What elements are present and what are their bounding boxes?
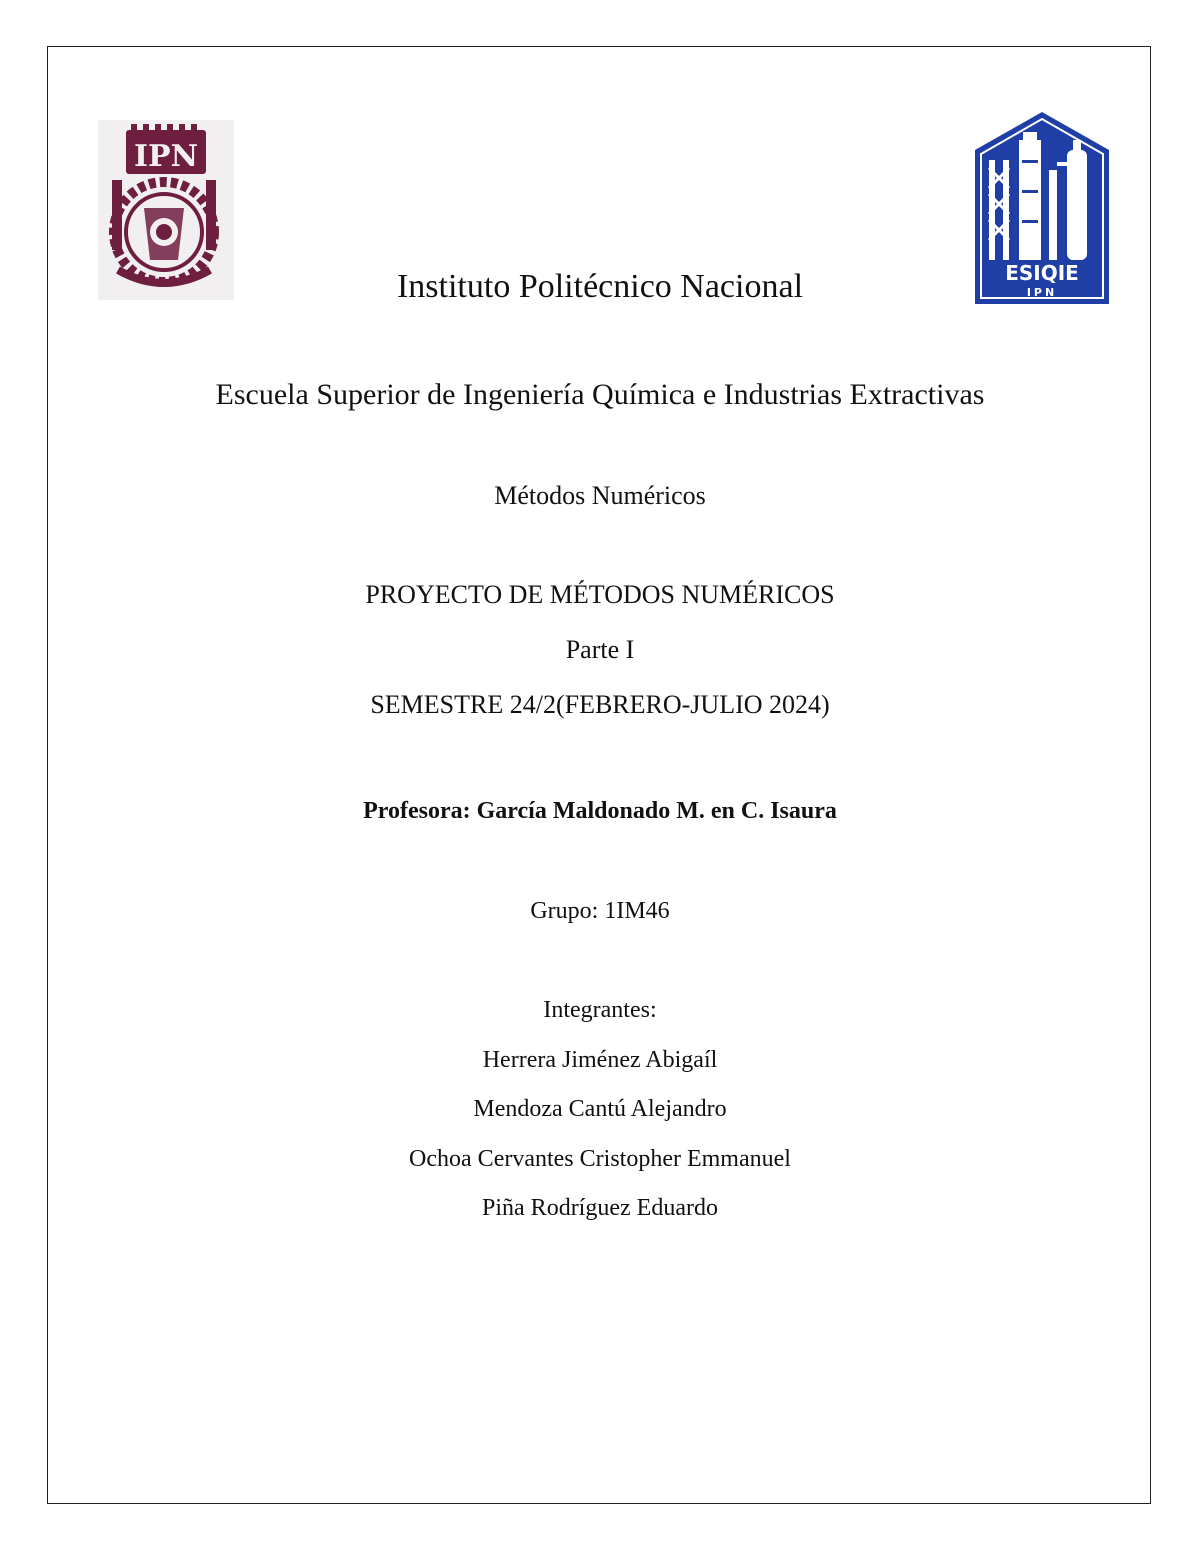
member-name: Mendoza Cantú Alejandro [473, 1096, 727, 1122]
project-title: PROYECTO DE MÉTODOS NUMÉRICOS [365, 580, 835, 609]
svg-text:ESIQIE: ESIQIE [1005, 261, 1079, 285]
member-name: Herrera Jiménez Abigaíl [482, 1047, 718, 1073]
institution-title: Instituto Politécnico Nacional [396, 268, 804, 305]
svg-text:IPN: IPN [1026, 286, 1058, 299]
project-part: Parte I [565, 635, 635, 664]
member-name: Piña Rodríguez Eduardo [482, 1195, 718, 1221]
semester: SEMESTRE 24/2(FEBRERO-JULIO 2024) [370, 690, 830, 719]
group: Grupo: 1IM46 [530, 898, 670, 924]
members-label: Integrantes: [543, 997, 657, 1023]
svg-text:IPN: IPN [133, 139, 199, 174]
member-name: Ochoa Cervantes Cristopher Emmanuel [409, 1146, 791, 1172]
school-name: Escuela Superior de Ingeniería Química e Industrias Extractivas [215, 378, 985, 411]
professor: Profesora: García Maldonado M. en C. Isaura [363, 798, 837, 824]
subject-name: Métodos Numéricos [494, 481, 706, 510]
